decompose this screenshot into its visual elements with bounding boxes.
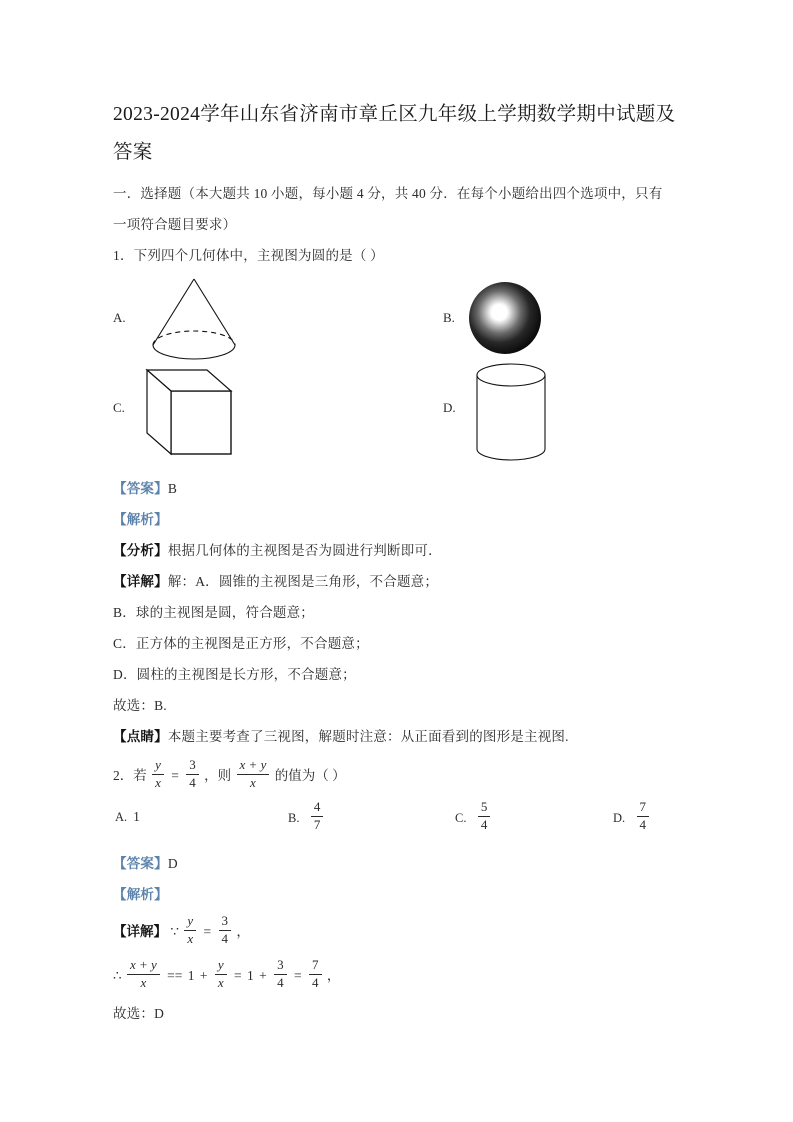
stem-fraction-y-over-x: $\frac{y}{x}$ bbox=[152, 758, 164, 790]
xiangjie-tag: 【详解】 bbox=[113, 924, 167, 939]
question-2-step-1: 【详解】 ∵ $\frac{y}{x}$ = $\frac{3}{4}$ ， bbox=[113, 913, 250, 946]
step1-fraction-3-over-4: $\frac{3}{4}$ bbox=[219, 914, 232, 946]
question-2-options bbox=[113, 800, 683, 848]
q2-option-d: D. $\frac{7}{4}$ bbox=[613, 800, 651, 835]
question-1-line-d: D．圆柱的主视图是长方形，不合题意； bbox=[113, 667, 356, 682]
option-d-label: D. bbox=[443, 400, 456, 415]
option-b-label: B. bbox=[443, 310, 455, 325]
page-title: 2023-2024学年山东省济南市章丘区九年级上学期数学期中试题及答案 bbox=[113, 104, 676, 163]
question-1-line-c: C．正方体的主视图是正方形，不合题意； bbox=[113, 636, 369, 651]
question-1-figures bbox=[113, 273, 683, 473]
cylinder-icon bbox=[469, 361, 553, 470]
answer-tag: 【答案】 bbox=[113, 481, 168, 496]
q2-option-b-fraction: $\frac{4}{7}$ bbox=[311, 800, 324, 832]
fenxi-text: 根据几何体的主视图是否为圆进行判断即可． bbox=[167, 543, 442, 558]
dianjing-tag: 【点睛】 bbox=[113, 729, 168, 744]
question-1-answer bbox=[113, 473, 683, 504]
answer-value: D bbox=[167, 856, 178, 871]
cube-icon bbox=[141, 366, 243, 469]
answer-tag: 【答案】 bbox=[113, 856, 168, 871]
question-2-stem-prefix: 2．若 bbox=[113, 768, 147, 783]
option-a-label: A. bbox=[113, 310, 126, 325]
question-2-stem bbox=[113, 752, 683, 800]
question-2-step-2: ∴ $\frac{x + y}{x}$ == 1 + $\frac{y}{x}$ = 1 + $\frac{3}{4}$ = $\frac{7}{4}$ ， bbox=[113, 957, 341, 990]
step2-fraction-7-over-4: $\frac{7}{4}$ bbox=[309, 958, 322, 990]
option-c-label: C. bbox=[113, 400, 125, 415]
document-content bbox=[113, 96, 683, 1029]
step2-fraction-3-over-4: $\frac{3}{4}$ bbox=[274, 958, 287, 990]
because-symbol: ∵ bbox=[170, 924, 179, 939]
question-2-analysis-tag bbox=[113, 879, 683, 910]
dianjing-text: 本题主要考查了三视图，解题时注意：从正面看到的图形是主视图. bbox=[167, 729, 569, 744]
cone-icon bbox=[141, 275, 247, 372]
stem-fraction-xplusy-over-x: $\frac{x + y}{x}$ bbox=[237, 758, 270, 790]
step2-fraction-y-over-x: $\frac{y}{x}$ bbox=[215, 958, 227, 990]
step2-fraction-xplusy-over-x: $\frac{x + y}{x}$ bbox=[127, 958, 160, 990]
q2-option-d-fraction: $\frac{7}{4}$ bbox=[637, 800, 650, 832]
q2-option-c-fraction: $\frac{5}{4}$ bbox=[478, 800, 491, 832]
q2-option-b: B. $\frac{4}{7}$ bbox=[288, 800, 325, 835]
q2-option-c: C. $\frac{5}{4}$ bbox=[455, 800, 492, 835]
question-2-stem-suffix: 的值为（ ） bbox=[274, 768, 346, 783]
xiangjie-tag: 【详解】 bbox=[113, 574, 168, 589]
question-2-stem-mid: ，则 bbox=[204, 768, 232, 783]
sphere-icon bbox=[469, 282, 541, 354]
question-1-dianjing bbox=[113, 721, 683, 752]
section-heading-line-2: 一项符合题目要求） bbox=[113, 217, 237, 232]
question-2-conclusion: 故选：D bbox=[113, 1006, 165, 1021]
therefore-symbol: ∴ bbox=[113, 968, 122, 983]
analysis-tag: 【解析】 bbox=[113, 512, 168, 527]
question-1-line-b: B．球的主视图是圆，符合题意； bbox=[113, 605, 315, 620]
fenxi-tag: 【分析】 bbox=[113, 543, 168, 558]
step1-fraction-y-over-x: $\frac{y}{x}$ bbox=[184, 914, 196, 946]
question-1-xiangjie bbox=[113, 566, 683, 597]
question-1-conclusion: 故选：B. bbox=[113, 698, 167, 713]
question-1-analysis-tag bbox=[113, 504, 683, 535]
answer-value: B bbox=[167, 481, 178, 496]
section-heading-line-1: 一．选择题（本大题共 10 小题，每小题 4 分，共 40 分．在每个小题给出四个选项中，只有 bbox=[113, 186, 663, 201]
stem-fraction-3-over-4: $\frac{3}{4}$ bbox=[186, 758, 199, 790]
stem-equals: = bbox=[171, 768, 179, 783]
xiangjie-text: 解：A．圆锥的主视图是三角形，不合题意； bbox=[167, 574, 439, 589]
question-1-fenxi bbox=[113, 535, 683, 566]
question-2-answer bbox=[113, 848, 683, 879]
q2-option-a: A. 1 bbox=[115, 809, 140, 824]
question-1-stem: 1．下列四个几何体中，主视图为圆的是（ ） bbox=[113, 248, 384, 263]
analysis-tag: 【解析】 bbox=[113, 887, 168, 902]
